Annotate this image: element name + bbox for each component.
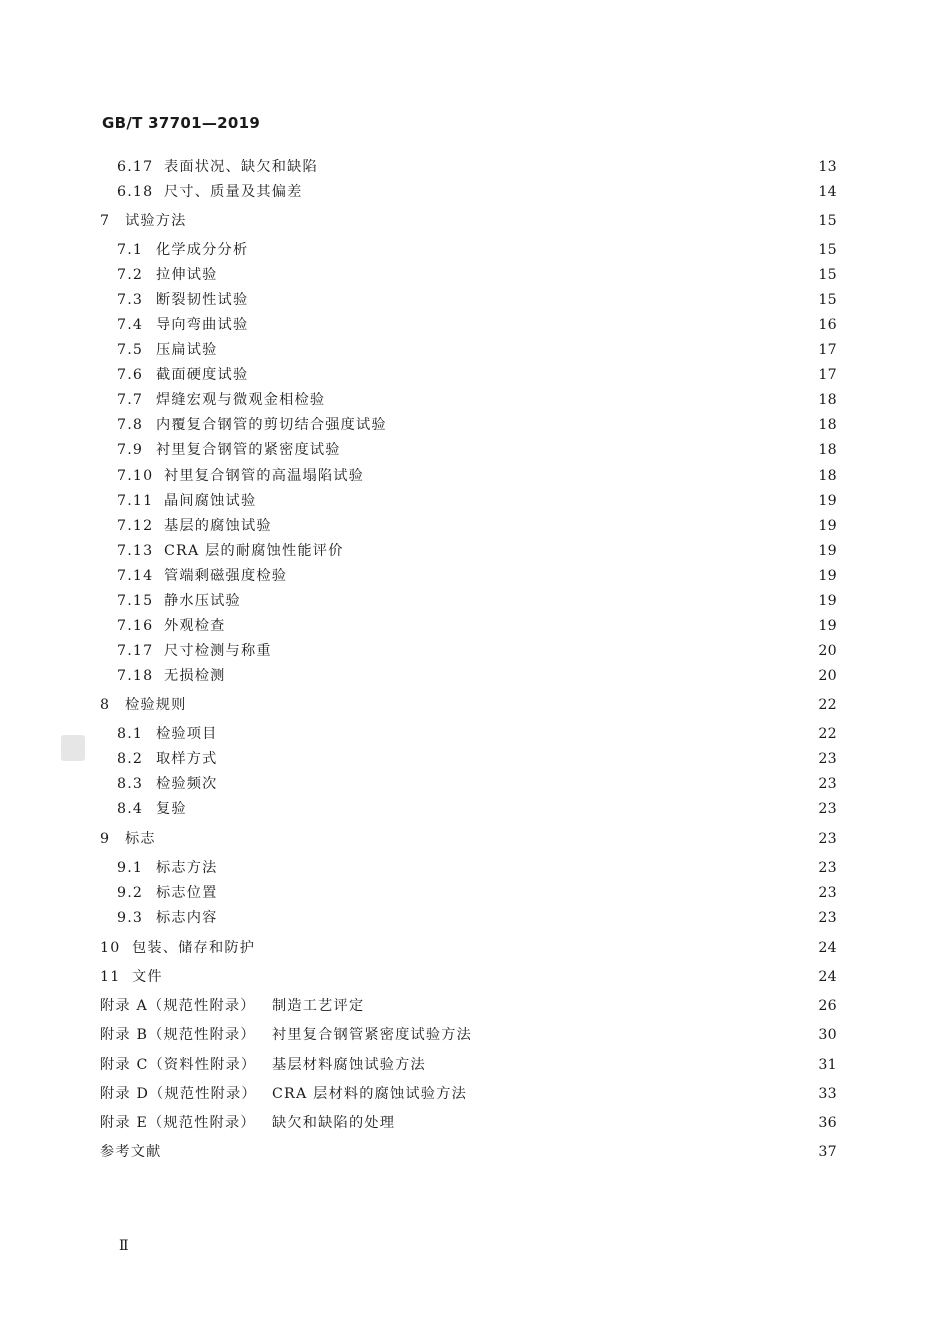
toc-entry-number: 10	[100, 940, 121, 956]
toc-entry-title: 标志位置	[156, 885, 218, 901]
toc-entry-page: 19	[818, 518, 837, 534]
toc-entry-page: 18	[818, 442, 837, 458]
toc-entry-title: 检验频次	[156, 776, 218, 792]
toc-entry[interactable]	[117, 491, 837, 511]
toc-entry-title: 无损检测	[164, 668, 226, 684]
toc-entry-number: 7.17	[117, 643, 154, 659]
toc-entry-title: 衬里复合钢管的紧密度试验	[156, 442, 341, 458]
toc-entry-page: 23	[818, 831, 837, 847]
toc-entry[interactable]	[100, 1084, 837, 1104]
toc-entry-number: 7.18	[117, 668, 154, 684]
toc-entry[interactable]	[117, 466, 837, 486]
toc-entry[interactable]	[100, 1025, 837, 1045]
toc-entry-page: 18	[818, 417, 837, 433]
toc-entry-number: 7.9	[117, 442, 144, 458]
toc-entry-title: 晶间腐蚀试验	[164, 493, 257, 509]
toc-entry-page: 24	[818, 940, 837, 956]
toc-entry-page: 26	[818, 998, 837, 1014]
toc-entry-number: 9.3	[117, 910, 144, 926]
toc-entry-number: 附录 B（规范性附录）	[100, 1027, 256, 1043]
table-of-contents	[100, 0, 837, 1343]
toc-entry-title: 制造工艺评定	[272, 998, 365, 1014]
toc-entry-page: 18	[818, 392, 837, 408]
toc-entry-number: 9.2	[117, 885, 144, 901]
toc-entry[interactable]	[117, 340, 837, 360]
toc-entry[interactable]	[117, 541, 837, 561]
toc-entry-page: 23	[818, 751, 837, 767]
toc-entry-page: 15	[818, 242, 837, 258]
toc-entry-number: 8.4	[117, 801, 144, 817]
toc-entry-title: 外观检查	[164, 618, 226, 634]
toc-entry[interactable]	[117, 883, 837, 903]
toc-entry-page: 23	[818, 885, 837, 901]
toc-entry[interactable]	[117, 908, 837, 928]
toc-entry-title: 衬里复合钢管的高温塌陷试验	[164, 468, 365, 484]
toc-entry[interactable]	[117, 157, 837, 177]
toc-entry-page: 19	[818, 543, 837, 559]
toc-entry[interactable]	[117, 365, 837, 385]
toc-entry[interactable]	[117, 591, 837, 611]
toc-entry-title: 导向弯曲试验	[156, 317, 249, 333]
dot-leader	[331, 390, 813, 410]
toc-entry-number: 7.1	[117, 242, 144, 258]
toc-entry-title: CRA 层的耐腐蚀性能评价	[164, 543, 344, 559]
toc-entry-number: 8.3	[117, 776, 144, 792]
dot-leader	[169, 967, 813, 987]
dot-leader	[224, 908, 813, 928]
dot-leader	[232, 616, 813, 636]
dot-leader	[261, 938, 813, 958]
toc-entry-page: 13	[818, 159, 837, 175]
toc-entry[interactable]	[100, 829, 837, 849]
toc-entry-title: 缺欠和缺陷的处理	[272, 1115, 396, 1131]
toc-entry-title: 衬里复合钢管紧密度试验方法	[272, 1027, 473, 1043]
toc-entry-title: CRA 层材料的腐蚀试验方法	[272, 1086, 467, 1102]
toc-entry-number: 7.15	[117, 593, 154, 609]
toc-entry[interactable]	[100, 695, 837, 715]
toc-entry[interactable]	[100, 1113, 837, 1133]
toc-entry-page: 15	[818, 267, 837, 283]
toc-entry-title: 检验项目	[156, 726, 218, 742]
toc-entry-page: 19	[818, 568, 837, 584]
toc-entry-number: 7.5	[117, 342, 144, 358]
toc-entry-page: 20	[818, 643, 837, 659]
toc-entry-title: 断裂韧性试验	[156, 292, 249, 308]
toc-entry-number: 8.2	[117, 751, 144, 767]
dot-leader	[193, 799, 813, 819]
toc-entry-title: 化学成分分析	[156, 242, 249, 258]
toc-entry-title: 基层材料腐蚀试验方法	[272, 1057, 426, 1073]
toc-entry-number: 8	[100, 697, 111, 713]
toc-entry-title: 拉伸试验	[156, 267, 218, 283]
toc-entry-number: 6.17	[117, 159, 154, 175]
toc-entry[interactable]	[117, 182, 837, 202]
dot-leader	[224, 858, 813, 878]
toc-entry[interactable]	[117, 858, 837, 878]
toc-entry-page: 15	[818, 292, 837, 308]
toc-entry-page: 19	[818, 493, 837, 509]
dot-leader	[254, 315, 813, 335]
toc-entry[interactable]	[117, 290, 837, 310]
dot-leader	[224, 340, 813, 360]
toc-entry-title: 标志内容	[156, 910, 218, 926]
toc-entry-title: 尺寸、质量及其偏差	[164, 184, 303, 200]
toc-entry-number: 附录 C（资料性附录）	[100, 1057, 257, 1073]
toc-entry[interactable]	[117, 440, 837, 460]
toc-entry-number: 7.13	[117, 543, 154, 559]
toc-entry-number: 附录 E（规范性附录）	[100, 1115, 256, 1131]
toc-entry-title: 文件	[132, 969, 163, 985]
dot-leader	[193, 211, 813, 231]
dot-leader	[347, 440, 813, 460]
dot-leader	[324, 157, 813, 177]
toc-entry[interactable]	[100, 938, 837, 958]
dot-leader	[293, 566, 813, 586]
toc-entry-page: 33	[818, 1086, 837, 1102]
toc-entry-page: 22	[818, 697, 837, 713]
toc-entry-page: 23	[818, 860, 837, 876]
toc-entry-number: 7.8	[117, 417, 144, 433]
toc-entry[interactable]	[117, 641, 837, 661]
toc-entry[interactable]	[117, 749, 837, 769]
dot-leader	[262, 491, 813, 511]
toc-entry-number: 6.18	[117, 184, 154, 200]
toc-entry[interactable]	[100, 1055, 837, 1075]
toc-entry-title: 内覆复合钢管的剪切结合强度试验	[156, 417, 387, 433]
dot-leader	[278, 641, 813, 661]
standard-number: GB/T 37701—2019	[102, 114, 261, 132]
dot-leader	[432, 1055, 813, 1075]
toc-entry-number: 7.12	[117, 518, 154, 534]
dot-leader	[224, 774, 813, 794]
dot-leader	[350, 541, 813, 561]
toc-entry-title: 标志方法	[156, 860, 218, 876]
toc-entry-number: 7.6	[117, 367, 144, 383]
toc-entry-page: 19	[818, 618, 837, 634]
toc-entry[interactable]	[100, 967, 837, 987]
toc-entry-title: 表面状况、缺欠和缺陷	[164, 159, 318, 175]
toc-entry[interactable]	[100, 996, 837, 1016]
toc-entry-page: 17	[818, 367, 837, 383]
toc-entry[interactable]	[117, 666, 837, 686]
toc-entry-title: 取样方式	[156, 751, 218, 767]
toc-entry-page: 37	[818, 1144, 837, 1160]
toc-entry-number: 7.16	[117, 618, 154, 634]
toc-entry-title: 标志	[125, 831, 156, 847]
dot-leader	[278, 516, 813, 536]
dot-leader	[247, 591, 813, 611]
toc-entry-title: 检验规则	[125, 697, 187, 713]
toc-entry-number: 7.11	[117, 493, 154, 509]
toc-entry-title: 参考文献	[100, 1144, 162, 1160]
toc-entry-title: 试验方法	[125, 213, 187, 229]
dot-leader	[254, 240, 813, 260]
toc-entry-title: 包装、储存和防护	[132, 940, 256, 956]
toc-entry-page: 23	[818, 910, 837, 926]
toc-entry[interactable]	[117, 566, 837, 586]
toc-entry-page: 14	[818, 184, 837, 200]
toc-entry[interactable]	[117, 390, 837, 410]
toc-entry-page: 24	[818, 969, 837, 985]
toc-entry-number: 7	[100, 213, 111, 229]
dot-leader	[254, 290, 813, 310]
toc-entry-title: 截面硬度试验	[156, 367, 249, 383]
dot-leader	[224, 749, 813, 769]
toc-entry[interactable]	[117, 415, 837, 435]
toc-entry-page: 30	[818, 1027, 837, 1043]
toc-entry-number: 8.1	[117, 726, 144, 742]
toc-entry-title: 焊缝宏观与微观金相检验	[156, 392, 326, 408]
toc-entry-page: 31	[818, 1057, 837, 1073]
toc-entry-page: 22	[818, 726, 837, 742]
dot-leader	[370, 996, 813, 1016]
toc-entry-title: 复验	[156, 801, 187, 817]
toc-entry-number: 附录 A（规范性附录）	[100, 998, 256, 1014]
dot-leader	[393, 415, 813, 435]
toc-entry-number: 7.7	[117, 392, 144, 408]
toc-entry-title: 压扁试验	[156, 342, 218, 358]
toc-entry[interactable]	[117, 516, 837, 536]
toc-entry-number: 7.2	[117, 267, 144, 283]
dot-leader	[232, 666, 813, 686]
dot-leader	[401, 1113, 813, 1133]
toc-entry-title: 基层的腐蚀试验	[164, 518, 272, 534]
toc-entry-page: 16	[818, 317, 837, 333]
dot-leader	[168, 1142, 813, 1162]
dot-leader	[370, 466, 813, 486]
side-margin-mark	[61, 735, 85, 761]
dot-leader	[478, 1025, 813, 1045]
page-number: Ⅱ	[119, 1238, 129, 1254]
dot-leader	[224, 265, 813, 285]
toc-entry-title: 尺寸检测与称重	[164, 643, 272, 659]
toc-entry-number: 7.4	[117, 317, 144, 333]
toc-entry-page: 23	[818, 776, 837, 792]
toc-entry[interactable]	[117, 724, 837, 744]
toc-entry-number: 附录 D（规范性附录）	[100, 1086, 257, 1102]
toc-entry-number: 9	[100, 831, 111, 847]
dot-leader	[224, 724, 813, 744]
toc-entry[interactable]	[117, 616, 837, 636]
dot-leader	[224, 883, 813, 903]
toc-entry-number: 9.1	[117, 860, 144, 876]
toc-entry-page: 19	[818, 593, 837, 609]
toc-entry-page: 36	[818, 1115, 837, 1131]
dot-leader	[162, 829, 813, 849]
toc-entry[interactable]	[117, 799, 837, 819]
toc-entry[interactable]	[100, 211, 837, 231]
toc-entry-number: 7.14	[117, 568, 154, 584]
toc-entry[interactable]	[117, 240, 837, 260]
toc-entry-number: 11	[100, 969, 121, 985]
toc-entry-title: 静水压试验	[164, 593, 241, 609]
toc-entry-page: 17	[818, 342, 837, 358]
toc-entry-title: 管端剩磁强度检验	[164, 568, 288, 584]
toc-entry-page: 23	[818, 801, 837, 817]
toc-entry[interactable]	[100, 1142, 837, 1162]
toc-entry-page: 18	[818, 468, 837, 484]
toc-entry-page: 20	[818, 668, 837, 684]
toc-entry[interactable]	[117, 265, 837, 285]
toc-entry-page: 15	[818, 213, 837, 229]
dot-leader	[309, 182, 814, 202]
dot-leader	[473, 1084, 813, 1104]
dot-leader	[193, 695, 813, 715]
toc-entry[interactable]	[117, 315, 837, 335]
dot-leader	[254, 365, 813, 385]
toc-entry-number: 7.10	[117, 468, 154, 484]
toc-entry[interactable]	[117, 774, 837, 794]
toc-entry-number: 7.3	[117, 292, 144, 308]
